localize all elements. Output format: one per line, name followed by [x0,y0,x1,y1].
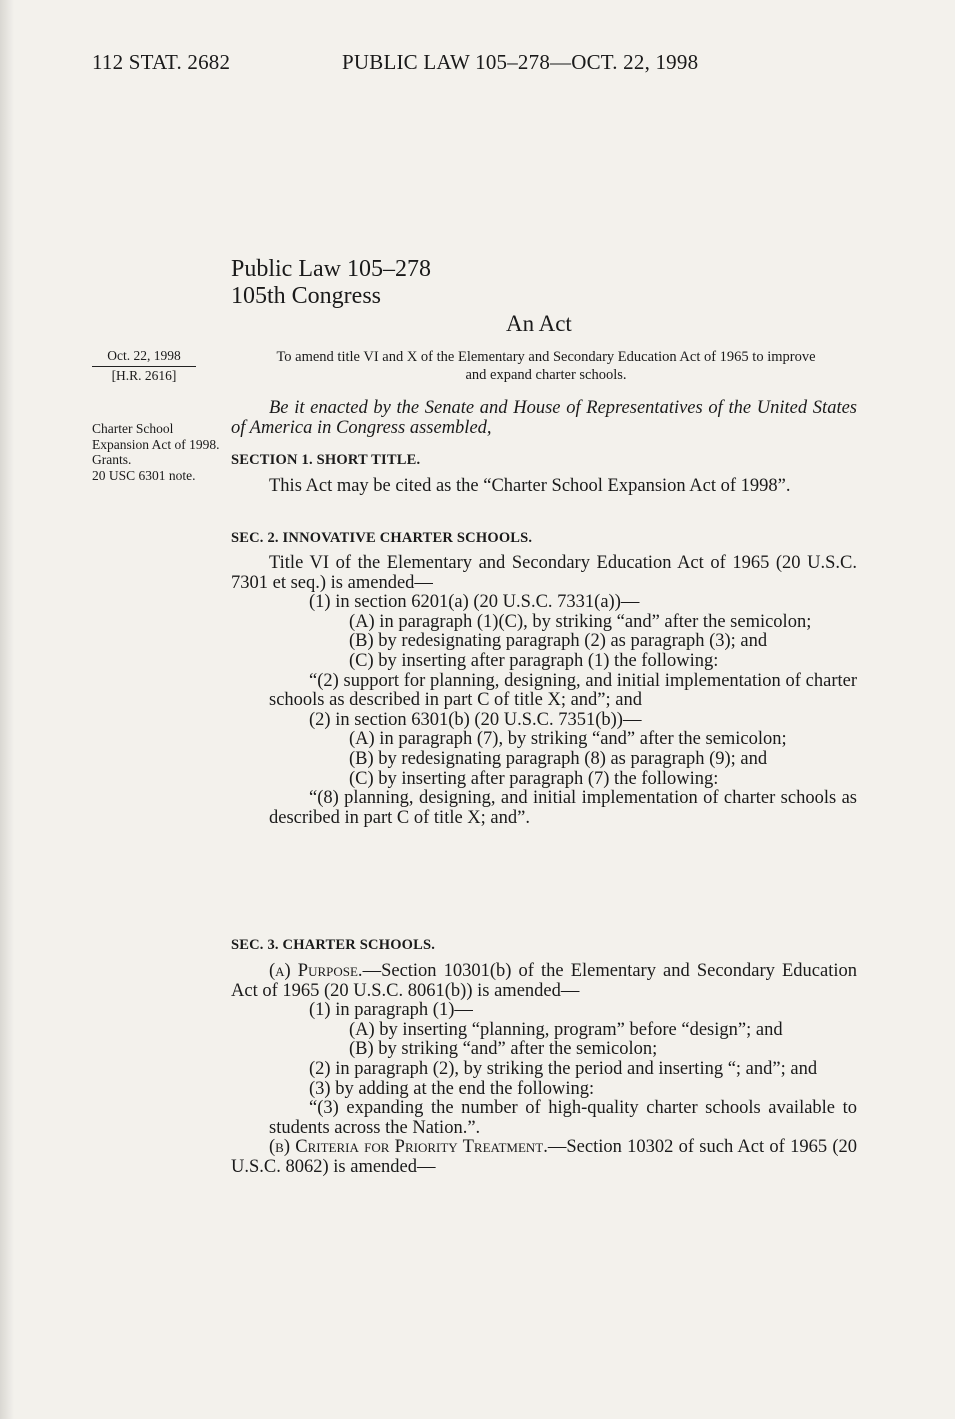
section-3-para-1B: (B) by striking “and” after the semicolon; [349,1039,658,1060]
margin-note-short-title: Charter School Expansion Act of 1998. [92,421,220,452]
page-edge-shadow [0,0,14,1419]
margin-note-usc: 20 USC 6301 note. [92,467,196,483]
section-2-para-1B: (B) by redesignating paragraph (2) as paragraph (3); and [349,631,768,652]
section-2-para-1: (1) in section 6201(a) (20 U.S.C. 7331(a))— [309,592,640,613]
section-2-para-2: (2) in section 6301(b) (20 U.S.C. 7351(b))— [309,709,642,730]
running-header [92,50,699,75]
section-3-para-2: (2) in paragraph (2), by striking the period and inserting “; and”; and [309,1058,818,1079]
title-block [231,256,431,310]
section-1-heading: SECTION 1. SHORT TITLE. [231,452,421,468]
act-purpose: To amend title VI and X of the Elementary and Secondary Education Act of 1965 to improve and expand charter schools. [276,349,816,383]
section-2-intro: Title VI of the Elementary and Secondary Education Act of 1965 (20 U.S.C. 7301 et seq.) is amended— [231,553,857,593]
section-1-body [231,477,857,497]
subsection-b-label: (b) Criteria for Priority Treatment. [269,1137,548,1158]
enactment-date: Oct. 22, 1998 [107,348,181,363]
stat-citation: 112 STAT. 2682 [92,50,231,74]
section-2-para-1A: (A) in paragraph (1)(C), by striking “and” after the semicolon; [349,611,812,632]
margin-notes [92,421,222,483]
section-3-heading: SEC. 3. CHARTER SCHOOLS. [231,937,436,953]
margin-date-note [92,348,196,383]
margin-note-grants: Grants. [92,452,132,467]
public-law-number: Public Law 105–278 [231,256,431,282]
section-3-subsection-a [231,962,857,1001]
subsection-b-text: —Section 10302 of such Act of 1965 (20 U.S.C. 8062) is amended— [231,1137,857,1177]
section-3-quote-3: “(3) expanding the number of high-quality charter schools available to students across the Nation.”. [269,1098,857,1138]
section-3-para-3: (3) by adding at the end the following: [309,1078,595,1099]
section-2-para-2B: (B) by redesignating paragraph (8) as paragraph (9); and [349,748,768,769]
section-2-quote-1: “(2) support for planning, designing, and initial implementation of charter schools as described in part C of title X; and”; and [269,670,857,711]
subsection-a-text: —Section 10301(b) of the Elementary and Secondary Education Act of 1965 (20 U.S.C. 8061(b)) is amended— [231,961,857,1001]
section-3-subsection-b [231,1138,857,1177]
section-2-para-2A: (A) in paragraph (7), by striking “and” after the semicolon; [349,729,787,750]
section-2-para-1C: (C) by inserting after paragraph (1) the following: [349,650,719,671]
law-citation: PUBLIC LAW 105–278—OCT. 22, 1998 [342,50,699,74]
enacting-clause [231,398,857,438]
section-3-para-1A: (A) by inserting “planning, program” before “design”; and [349,1019,783,1040]
an-act-heading: An Act [506,311,572,336]
section-2-body [231,554,857,828]
section-3-para-1: (1) in paragraph (1)— [309,1000,473,1021]
section-1-text: This Act may be cited as the “Charter School Expansion Act of 1998”. [269,476,791,496]
margin-rule [92,366,196,367]
section-2-para-2C: (C) by inserting after paragraph (7) the following: [349,768,719,789]
enacting-clause-text: Be it enacted by the Senate and House of Representatives of the United States of America in Congress assembled, [231,398,857,438]
section-2-quote-2: “(8) planning, designing, and initial implementation of charter schools as described in part C of title X; and”. [269,788,857,828]
section-2-heading: SEC. 2. INNOVATIVE CHARTER SCHOOLS. [231,530,533,546]
subsection-a-label: (a) Purpose. [269,961,363,981]
bill-number: [H.R. 2616] [111,367,177,383]
section-3-body [231,962,857,1178]
congress-label: 105th Congress [231,283,381,309]
